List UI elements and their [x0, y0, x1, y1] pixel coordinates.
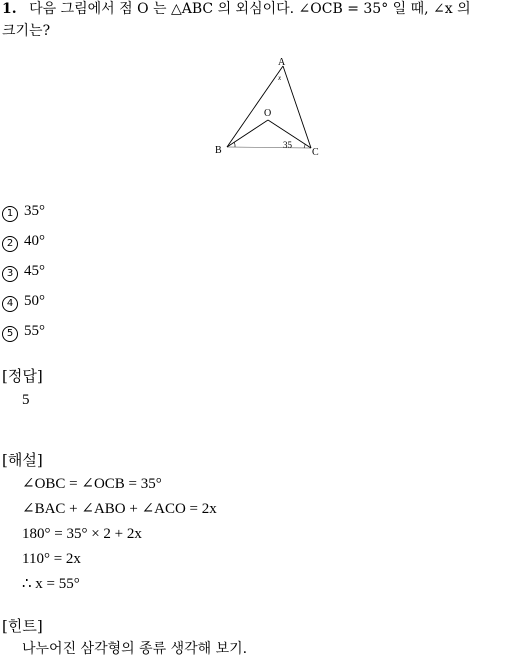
- label-a: A: [278, 57, 286, 68]
- label-b: B: [215, 145, 222, 156]
- choice-marker-5: 5: [2, 326, 18, 342]
- question-line-1: [2, 0, 471, 18]
- choice-marker-2: 2: [2, 236, 18, 252]
- choice-text-5: 55°: [24, 323, 45, 339]
- choice-marker-1: 1: [2, 206, 18, 222]
- angle-mark-b: [234, 142, 235, 147]
- question-line-2: 크기는?: [2, 23, 51, 39]
- segment-ob: [227, 120, 268, 147]
- choice-text-2: 40°: [24, 233, 45, 249]
- side-ab: [227, 66, 283, 147]
- angle-label: 35: [283, 140, 292, 150]
- choice-marker-3: 3: [2, 266, 18, 282]
- choice-5[interactable]: [2, 322, 45, 342]
- angle-mark-c: [304, 144, 305, 148]
- hint-text: 나누어진 삼각형의 종류 생각해 보기.: [22, 641, 248, 657]
- side-bc: [227, 147, 311, 148]
- solution-label: [해설]: [2, 451, 43, 469]
- label-c: C: [312, 147, 319, 158]
- solution-line-5: ∴ x = 55°: [22, 576, 80, 592]
- solution-line-3: 180° = 35° × 2 + 2x: [22, 526, 142, 542]
- answer-value: 5: [22, 392, 30, 408]
- choice-text-4: 50°: [24, 293, 45, 309]
- answer-label: [정답]: [2, 367, 43, 385]
- solution-line-4: 110° = 2x: [22, 551, 81, 567]
- choice-1[interactable]: [2, 202, 45, 222]
- choice-text-3: 45°: [24, 263, 45, 279]
- choice-3[interactable]: [2, 262, 45, 282]
- solution-line-1: ∠OBC = ∠OCB = 35°: [22, 476, 162, 492]
- choice-text-1: 35°: [24, 203, 45, 219]
- hint-label: [힌트]: [2, 617, 43, 635]
- triangle-figure: [205, 55, 330, 160]
- label-o: O: [264, 108, 272, 119]
- question-number: 1.: [2, 1, 17, 17]
- choice-2[interactable]: [2, 232, 45, 252]
- choice-marker-4: 4: [2, 296, 18, 312]
- choice-4[interactable]: [2, 292, 45, 312]
- side-ac: [283, 66, 311, 148]
- label-x: x: [278, 74, 282, 82]
- question-text: 다음 그림에서 점 O 는 △ABC 의 외심이다. ∠OCB = 35° 일 때, ∠x 의: [29, 1, 471, 17]
- solution-line-2: ∠BAC + ∠ABO + ∠ACO = 2x: [22, 501, 217, 517]
